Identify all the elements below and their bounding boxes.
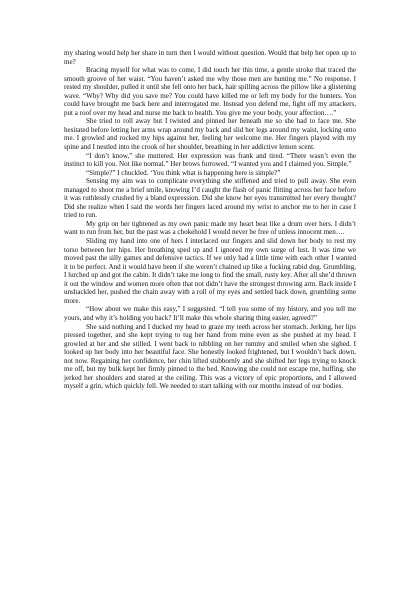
paragraph: my sharing would help her share in turn then I would without question. Would that help her open up to me? — [64, 49, 356, 66]
paragraph: Bracing myself for what was to come, I did touch her this time, a gentle stroke that traced the smooth groove of her waist. “You haven’t asked me why those men are hunting me.” No response. I rested my shoulder, pulled it until she fell onto her back, hair spilling across the pillow like a glistening wave. “Why? Why did you save me? You could have killed me or left my body for the hunters. You could have brought me back here and interrogated me. Instead you defend me, fight off my attackers, put a roof over my head and nurse me back to health. You give me your body, your affection….” — [64, 66, 356, 117]
paragraph: “Simple?” I chuckled. ‘You think what is happening here is simple?” — [86, 168, 281, 177]
paragraph: She tried to roll away but I twisted and pinned her beneath me so she had to face me. She hesitated before letting her arms wrap around my back and slid her legs around my waist, locking onto me. I growled and rocked my hips against her, feeling her welcome me. Her fingers played with my spine and I nestled into the crook of her shoulder, breathing in her addictive lemon scent. — [64, 117, 356, 152]
paragraph: Sliding my hand into one of hers I interlaced our fingers and slid down her body to rest my torso between her hips. Her breathing sped up and I ignored my own surge of lust. It was time we moved past the silly games and defensive tactics. If we only had a little time with each other I wanted it to be perfect. And it would have been if she weren’t chained up like a fucking rabid dog. Grumbling, I lurched up and got the cabin. It didn’t take me long to find the small, rusty key. After all she’d thrown it out the window and women more often that not didn’t have the strongest throwing arm. Back inside I unshackled her, pushed the chain away with a roll of my eyes and settled back down, grumbling some more. — [64, 237, 356, 305]
paragraph: Sensing my aim was to complicate everything she stiffened and tried to pull away. She even managed to shoot me a brief smile, knowing I’d caught the flash of panic flitting across her face before it was ruthlessly crushed by a bland expression. Did she know her eyes transmitted her every thought? Did she realize when I said the words her fingers laced around my wrist to anchor me to her in case I tried to run. — [64, 177, 356, 220]
paragraph: “How about we make this easy,” I suggested. “I tell you some of my history, and you tell me yours, and why it’s holding you back? It’ll make this whole sharing thing easier, agreed?” — [64, 305, 356, 322]
paragraph: My grip on her tightened as my own panic made my heart beat like a drum over hers. I didn’t want to run from her, but the past was a chokehold I would never be free of unless innocent men…. — [64, 219, 356, 237]
paragraph: She said nothing and I ducked my head to graze my teeth across her stomach. Jerking, her lips pressed together, and she kept trying to tug her hand from mine even as she pushed at my head. I growled at her and she stilled. I went back to nibbling on her tummy and smiled when she sighed. I looked up her body into her beautiful face. She honestly looked frightened, but I wouldn’t back down, not now. Regaining her confidence, her chin lifted stubbornly and she shifted her legs trying to knock me off, but my bulk kept her firmly pinned to the bed. Knowing she could not escape me, huffing, she jerked her shoulders and stared at the ceiling. This was a victory of epic proportions, and I allowed myself a grin, which quickly fell. We needed to start talking with our months instead of our bodies. — [64, 322, 356, 391]
paragraph: “I don’t know,” she muttered. Her expression was frank and tired. “There wasn’t even the instinct to kill you. Not like normal.” Her brows furrowed. “I wanted you and I claimed you. Simple.” — [64, 151, 356, 169]
